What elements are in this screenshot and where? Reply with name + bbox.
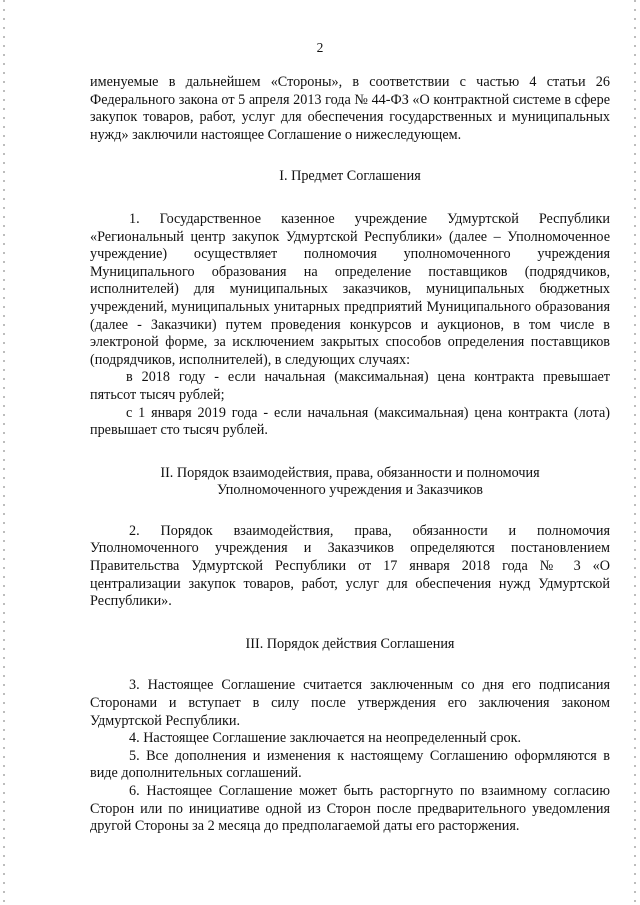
section-1-paragraph-1: 1. Государственное казенное учреждение Удмуртской Республики «Региональный центр закупок Удмуртской Республики» (далее – Уполномоченное учреждение) осуществляет полномочия уполномоченного учреждения Муниципального образования на определение поставщиков (подрядчиков, исполнителей) для муниципальных заказчиков, муниципальных бюджетных учреждений, муниципальных унитарных предприятий Муниципального образования (далее - Заказчики) путем проведения конкурсов и аукционов, в том числе в электроной форме, за исключением закрытых способов определения поставщиков (подрядчиков, исполнителей), в следующих случаях: [90,210,610,368]
page-number: 2 [316,40,324,55]
section-1-paragraph-2: в 2018 году - если начальная (максимальная) цена контракта превышает пятьсот тысяч рублей; [90,369,610,403]
intro-paragraph: именуемые в дальнейшем «Стороны», в соответствии с частью 4 статьи 26 Федерального закона от 5 апреля 2013 года № 44-ФЗ «О контрактной системе в сфере закупок товаров, работ, услуг для обеспечения государственных и муниципальных нужд» заключили настоящее Соглашение о нижеследующем. [90,74,610,143]
section-3-paragraph-5: 5. Все дополнения и изменения к настоящему Соглашению оформляются в виде дополнительных соглашений. [90,747,610,782]
section-2-title-line-2: Уполномоченного учреждения и Заказчиков [216,482,484,499]
section-3-paragraph-3: 3. Настоящее Соглашение считается заключенным со дня его подписания Сторонами и вступает в силу после утверждения его заключения законом Удмуртской Республики. [90,677,610,729]
section-3-title: III. Порядок действия Соглашения [245,635,455,652]
section-2-title [90,465,610,500]
section-1-title: I. Предмет Соглашения [279,168,421,185]
section-3-paragraph-6: 6. Настоящее Соглашение может быть расторгнуто по взаимному согласию Сторон или по инициативе одной из Сторон после предварительного уведомления другой Стороны за 2 месяца до предполагаемой даты его расторжения. [90,783,610,835]
section-1-paragraph-3: с 1 января 2019 года - если начальная (максимальная) цена контракта (лота) превышает сто тысяч рублей. [90,404,610,439]
scan-edge-right [634,0,636,905]
section-2-paragraph-1: 2. Порядок взаимодействия, права, обязанности и полномочия Уполномоченного учреждения и Заказчиков определяются постановлением Правительства Удмуртской Республики от 17 января 2018 года № 3 «О централизации закупок товаров, работ, услуг для обеспечения нужд Удмуртской Республики». [90,522,610,610]
scan-edge-left [3,0,5,905]
document-body [90,74,610,836]
section-2-title-line-1: II. Порядок взаимодействия, права, обязанности и полномочия [160,464,540,481]
section-3-paragraph-4: 4. Настоящее Соглашение заключается на неопределенный срок. [129,730,522,747]
